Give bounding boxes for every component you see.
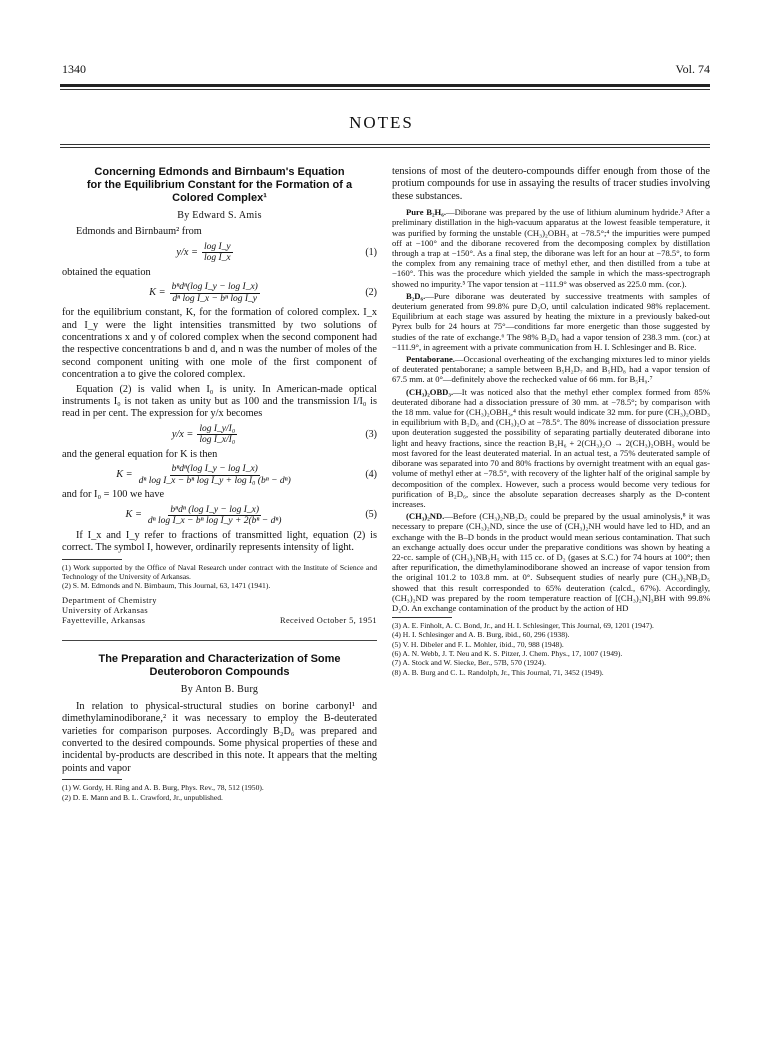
- article2-paragraph: tensions of most of the deutero-compounds differ enough from those of the protium compounds for use in assaying the results of tracer studies involving these substances.: [392, 166, 710, 202]
- article2-paragraph: In relation to physical-structural studies on borine carbonyl¹ and dimethylaminodiborane,² it was necessary to employ the B-deuterated varieties for comparison purposes. Accordingly B₂D₆ was prepared and converted to the desired compounds. Some physical properties of these and incidental by-products are described in this note. It appears that the melting points and vapor: [62, 700, 377, 774]
- footnote: (4) H. I. Schlesinger and A. B. Burg, ibid., 60, 296 (1938).: [392, 630, 570, 640]
- article1-paragraph: and for I₀ = 100 we have: [62, 489, 165, 501]
- equation-1: y/x = $\frac{\text{log I\_y}}{\text{log I\_x}}$ (1): [176, 241, 377, 264]
- footnote-rule: [62, 559, 122, 560]
- affiliation-line: Fayetteville, Arkansas: [62, 616, 146, 626]
- article1-title-line: Colored Complex¹: [172, 192, 267, 204]
- header-rule: [60, 84, 710, 87]
- footnote: (3) A. E. Finholt, A. C. Bond, Jr., and H. I. Schlesinger, This Journal, 69, 1201 (1947).: [392, 621, 654, 631]
- affiliation-block: [62, 596, 377, 626]
- affiliation-line: University of Arkansas: [62, 606, 149, 616]
- article2-paragraph: (CH₃)₂ND.—Before (CH₃)₂NB₂D₅ could be prepared by the usual aminolysis,⁸ it was necessary to prepare (CH₃)₂ND, since the use of (CH₃)₂NH would have led to HD, and an exchange with the B–D bonds in the product would mean serious contamination. That such an exchange actually does occur under the preparative conditions was shown by heating a 22-cc. sample of (CH₃)₂NB₂H₅ with 115 cc. of D₂ (gases at S.C.) for 74 hours at 100°; then after repurification, the dimethylaminodiborane showed an increase of vapor tension from the original 101.2 to 103.8 mm. at 0°. Subsequent studies of nearly pure (CH₃)₂NB₂D₅ showed that this result corresponded to 65% deuteration (calcd., 67%). Accordingly, (CH₃)₂ND was prepared by the room temperature reaction of [(CH₃)₂N]₃BH with 99.8% D₂O. An exchange contamination of the product by the action of HD: [392, 511, 710, 613]
- equation-3: y/x = $\frac{\text{log I\_y/I₀}}{\text{log I\_x/I₀}}$ (3): [171, 423, 377, 446]
- footnote-rule: [62, 779, 122, 780]
- footnote: (1) W. Gordy, H. Ring and A. B. Burg, Phys. Rev., 78, 512 (1950).: [62, 783, 264, 793]
- article1-title-line: for the Equilibrium Constant for the Formation of a: [86, 179, 353, 191]
- article1-paragraph: for the equilibrium constant, K, for the formation of colored complex. I_x and I_y were the light intensities transmitted by two solutions of concentrations x and y of colored complex when the second component had the respective concentrations b and d, and n was the number of moles of the second component uniting with one mole of the first component of concentration a to give the colored complex.: [62, 307, 377, 381]
- footnote: (2) S. M. Edmonds and N. Birnbaum, This Journal, 63, 1471 (1941).: [62, 581, 271, 591]
- article1-paragraph: obtained the equation: [62, 266, 151, 278]
- article2-paragraph: B₂D₆.—Pure diborane was deuterated by successive treatments with samples of deuterium generated from 99.8% pure D₂O, until calculation indicated 98% replacement. Equilibrium at each stage was assured by heating the mixture in a previously baked-out Pyrex bulb for 24 hours at 75°—conditions far more energetic than those suggested by studies of the rate of exchange.⁶ The 98% B₂D₆ had a vapor tension of 238.3 mm. (cor.) at −111.9°, in agreement with a private communication from H. I. Schlesinger and B. Rice.: [392, 290, 710, 352]
- right-column: [392, 166, 710, 677]
- equation-2: K = $\frac{\text{bⁿdⁿ(log I\_y − log I\_x)}}{\text{dⁿ log I\_x − bⁿ log I\_y}}$ (2): [149, 282, 377, 304]
- article2-paragraph: Pentaborane.—Occasional overheating of the exchanging mixtures led to minor yields of deuterated pentaborane; a sample between B₅H₂D₇ and B₅HD₈ had a vapor tension of 67.5 mm. at 0°—definitely above the rechecked value of 66 mm. for B₅H₉.⁷: [392, 354, 710, 385]
- article2-title-line: The Preparation and Characterization of Some: [98, 653, 341, 666]
- article-separator: [62, 640, 377, 641]
- section-rule: [60, 144, 710, 145]
- section-title: NOTES: [349, 113, 414, 132]
- article2-title-line: Deuteroboron Compounds: [149, 666, 290, 679]
- article1-paragraph: and the general equation for K is then: [62, 448, 218, 460]
- article1-title-line: Concerning Edmonds and Birnbaum's Equation: [94, 166, 345, 178]
- left-column: [62, 166, 377, 802]
- footnote: (2) D. E. Mann and B. L. Crawford, Jr., unpublished.: [62, 792, 223, 802]
- article1-author: By Edward S. Amis: [177, 210, 262, 221]
- equation-4: K = $\frac{\text{bⁿdⁿ(log I\_y − log I\_x)}}{\text{dⁿ log I\_x − bⁿ log I\_y + log I₀ (bⁿ − dⁿ)}}$ (4): [116, 464, 377, 486]
- footnote: (7) A. Stock and W. Siecke, Ber., 57B, 570 (1924).: [392, 658, 546, 668]
- affiliation-line: Department of Chemistry: [62, 596, 157, 606]
- footnote: (6) A. N. Webb, J. T. Neu and K. S. Pitzer, J. Chem. Phys., 17, 1007 (1949).: [392, 649, 623, 659]
- footnote: (1) Work supported by the Office of Naval Research under contract with the Institute of Science and Technology of the University of Arkansas.: [62, 562, 377, 581]
- volume-label: Vol. 74: [675, 62, 710, 76]
- footnote: (5) V. H. Dibeler and F. L. Mohler, ibid., 70, 988 (1948).: [392, 639, 564, 649]
- header-rule-thin: [60, 89, 710, 90]
- equation-5: K = $\frac{\text{bⁿdⁿ (log I\_y − log I\_x)}}{\text{dⁿ log I\_x − bⁿ log I\_y + 2(bⁿ − dⁿ)}}$ (5): [125, 504, 377, 527]
- article2-paragraph: (CH₃)₂OBD₃.—It was noticed also that the methyl ether complex formed from 85% deuterated diborane had a dissociation pressure of 30 mm. at −78.5°; by comparison with the 18 mm. value for (CH₃)₂OBH₃,⁴ this result would indicate 32 mm. for pure (CH₃)₂OBD₃ in equilibrium with B₂D₆ and (CH₃)₂O at −78.5°. The 80% increase of dissociation pressure upon deuteration suggested the possibility of separating partially deuterated diborane into light and heavy fractions, since the reaction B₂H₆ + 2(CH₃)₂O → 2(CH₃)₂OBH₃ would be most favored for the least deuterated material. In an actual test, a 75% deuterated sample of diborane was separated into 70 and 80% fractions by overnight treatment with an equal gas-volume of methyl ether at −78.5°, with recovery of the lighter half of the original sample by decomposition of the complex. However, such a process would become very tedious for purification of B₂D₆, since the absolute separation decreases sharply as the D-content increases.: [392, 386, 710, 509]
- article1-paragraph: Edmonds and Birnbaum² from: [76, 226, 202, 238]
- section-rule-2: [60, 147, 710, 148]
- article2-author: By Anton B. Burg: [180, 684, 259, 696]
- article1-paragraph: Equation (2) is valid when I₀ is unity. In American-made optical instruments I₀ is not taken as unity but as 100 and the transmission I/I₀ is read in per cent. The expression for y/x becomes: [62, 383, 377, 420]
- received-date: Received October 5, 1951: [279, 616, 377, 626]
- footnote: (8) A. B. Burg and C. L. Randolph, Jr., This Journal, 71, 3452 (1949).: [392, 667, 604, 677]
- page-number: 1340: [62, 62, 86, 76]
- footnote-rule: [392, 617, 452, 618]
- article1-paragraph: If I_x and I_y refer to fractions of transmitted light, equation (2) is correct. The symbol I, however, ordinarily represents intensity of light.: [62, 529, 377, 554]
- article2-paragraph: Pure B₂H₆.—Diborane was prepared by the use of lithium aluminum hydride.³ After a preliminary distillation in the high-vacuum apparatus at the lowest feasible temperature, it was purified by forming the unstable (CH₃)₂OBH₃ at −78.5°;⁴ the impurities were pumped off at −100° and the diborane recovered from the decomposing complex by distillation through a trap at −150°. As a final step, the diborane was left for an hour at −78.5°, to form the complex from any remaining trace of methyl ether, and then distilled from a tube at −160°. This was the procedure which yielded the sample in which the mass-spectrograph showed no impurity.⁵ The vapor tension at −111.9° was observed as 225.0 mm. (cor.).: [392, 207, 710, 289]
